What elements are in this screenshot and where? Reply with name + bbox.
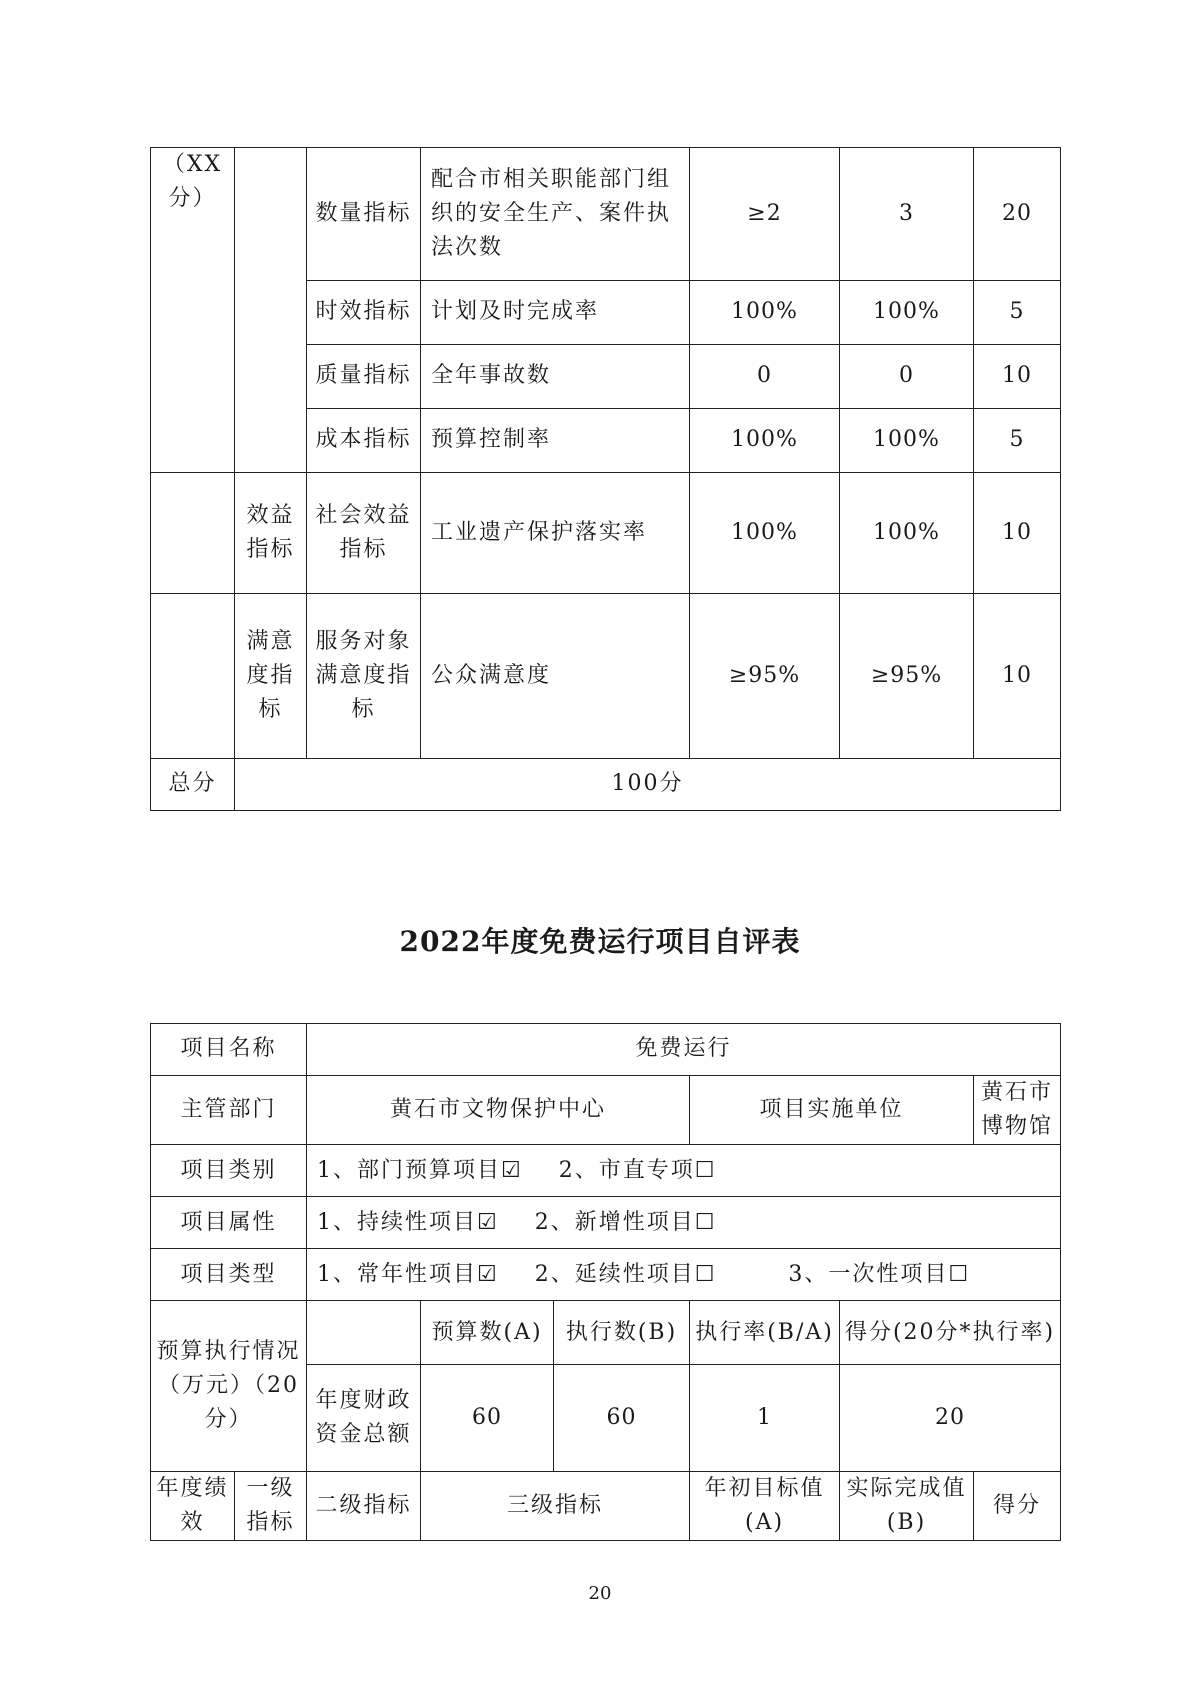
level1-indicator-cell: 效益指标 xyxy=(235,473,307,594)
table-row xyxy=(151,1472,1061,1541)
attribute-option: 2、新增性项目☐ xyxy=(534,1209,717,1235)
table-row xyxy=(151,1024,1061,1076)
indicator-name-cell: 全年事故数 xyxy=(421,345,690,409)
spacer-cell xyxy=(151,473,235,594)
empty-header-cell xyxy=(307,1301,421,1365)
indicator-name-cell: 配合市相关职能部门组织的安全生产、案件执法次数 xyxy=(421,148,690,281)
perf-header: 年度绩效 xyxy=(151,1472,235,1541)
total-value-cell: 100分 xyxy=(235,759,1061,811)
score-cell: 5 xyxy=(974,409,1061,473)
table-row xyxy=(151,1076,1061,1145)
perf-header: 年初目标值(A) xyxy=(690,1472,840,1541)
indicator-name-cell: 预算控制率 xyxy=(421,409,690,473)
indicator-table-continued xyxy=(150,147,1061,811)
table-row xyxy=(151,1301,1061,1365)
project-name-value: 免费运行 xyxy=(307,1024,1061,1076)
indicator-type-cell: 社会效益指标 xyxy=(307,473,421,594)
score-cell: 5 xyxy=(974,281,1061,345)
indicator-type-cell: 成本指标 xyxy=(307,409,421,473)
score-cell: 10 xyxy=(974,473,1061,594)
level1-indicator-cell: 满意度指标 xyxy=(235,594,307,759)
perf-header: 一级指标 xyxy=(235,1472,307,1541)
indicator-type-cell: 质量指标 xyxy=(307,345,421,409)
indicator-type-cell: 服务对象满意度指标 xyxy=(307,594,421,759)
perf-header: 二级指标 xyxy=(307,1472,421,1541)
score-cell: 10 xyxy=(974,594,1061,759)
budget-header: 得分(20分*执行率) xyxy=(840,1301,1061,1365)
table-row xyxy=(151,148,1061,281)
indicator-name-cell: 计划及时完成率 xyxy=(421,281,690,345)
budget-value: 20 xyxy=(840,1365,1061,1472)
attribute-label: 项目属性 xyxy=(151,1197,307,1249)
kind-option: 1、常年性项目☑ xyxy=(317,1261,499,1287)
target-value-cell: 0 xyxy=(690,345,840,409)
score-cell: 20 xyxy=(974,148,1061,281)
table-row xyxy=(151,1249,1061,1301)
indicator-name-cell: 公众满意度 xyxy=(421,594,690,759)
impl-value: 黄石市博物馆 xyxy=(974,1076,1061,1145)
budget-value: 1 xyxy=(690,1365,840,1472)
budget-header: 预算数(A) xyxy=(421,1301,554,1365)
score-cell: 10 xyxy=(974,345,1061,409)
category-options xyxy=(307,1145,1061,1197)
total-row xyxy=(151,759,1061,811)
target-value-cell: 100% xyxy=(690,473,840,594)
score-placeholder-cell: （XX分） xyxy=(151,148,235,473)
dept-label: 主管部门 xyxy=(151,1076,307,1145)
table-row xyxy=(151,594,1061,759)
table-row xyxy=(151,1197,1061,1249)
impl-label: 项目实施单位 xyxy=(690,1076,974,1145)
table-row xyxy=(151,1145,1061,1197)
dept-value: 黄石市文物保护中心 xyxy=(307,1076,690,1145)
kind-options xyxy=(307,1249,1061,1301)
form-title: 2022年度免费运行项目自评表 xyxy=(399,925,801,958)
kind-option: 3、一次性项目☐ xyxy=(788,1261,971,1287)
actual-value-cell: 100% xyxy=(840,473,974,594)
attribute-options xyxy=(307,1197,1061,1249)
actual-value-cell: ≥95% xyxy=(840,594,974,759)
output-indicator-cell xyxy=(235,148,307,473)
target-value-cell: ≥2 xyxy=(690,148,840,281)
table-row xyxy=(151,473,1061,594)
attribute-option: 1、持续性项目☑ xyxy=(317,1209,499,1235)
perf-header: 得分 xyxy=(974,1472,1061,1541)
indicator-type-cell: 数量指标 xyxy=(307,148,421,281)
budget-label: 预算执行情况（万元）（20分） xyxy=(151,1301,307,1472)
category-option: 2、市直专项☐ xyxy=(558,1157,717,1183)
actual-value-cell: 100% xyxy=(840,409,974,473)
target-value-cell: ≥95% xyxy=(690,594,840,759)
actual-value-cell: 3 xyxy=(840,148,974,281)
actual-value-cell: 100% xyxy=(840,281,974,345)
budget-header: 执行数(B) xyxy=(554,1301,690,1365)
project-name-label: 项目名称 xyxy=(151,1024,307,1076)
indicator-type-cell: 时效指标 xyxy=(307,281,421,345)
target-value-cell: 100% xyxy=(690,409,840,473)
kind-option: 2、延续性项目☐ xyxy=(534,1261,717,1287)
perf-header: 实际完成值(B) xyxy=(840,1472,974,1541)
budget-header: 执行率(B/A) xyxy=(690,1301,840,1365)
spacer-cell xyxy=(151,594,235,759)
indicator-name-cell: 工业遗产保护落实率 xyxy=(421,473,690,594)
total-label-cell: 总分 xyxy=(151,759,235,811)
budget-value: 60 xyxy=(421,1365,554,1472)
category-option: 1、部门预算项目☑ xyxy=(317,1157,523,1183)
budget-row-label: 年度财政资金总额 xyxy=(307,1365,421,1472)
actual-value-cell: 0 xyxy=(840,345,974,409)
budget-value: 60 xyxy=(554,1365,690,1472)
page-number: 20 xyxy=(588,1583,612,1604)
kind-label: 项目类型 xyxy=(151,1249,307,1301)
target-value-cell: 100% xyxy=(690,281,840,345)
category-label: 项目类别 xyxy=(151,1145,307,1197)
perf-header: 三级指标 xyxy=(421,1472,690,1541)
self-evaluation-table xyxy=(150,1023,1061,1541)
